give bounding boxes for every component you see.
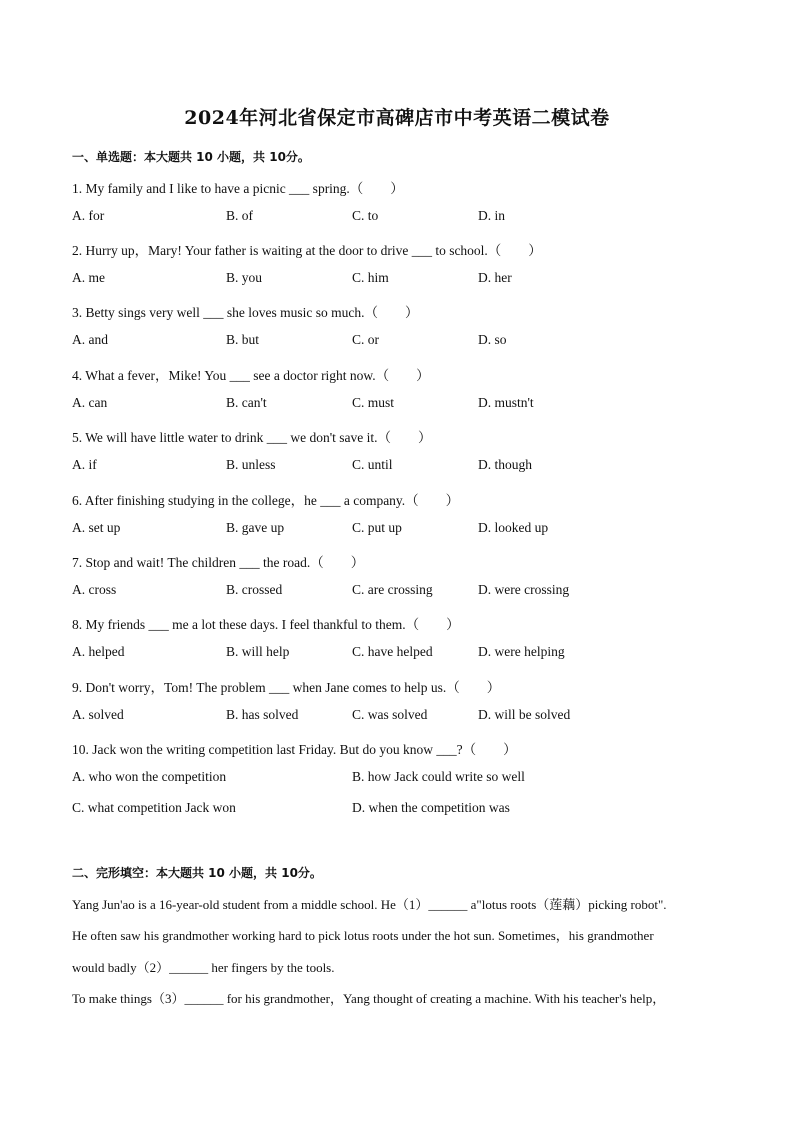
question-stem: 6. After finishing studying in the college，he ___ a company.（ ）	[72, 493, 460, 508]
option-d[interactable]: D. were crossing	[478, 582, 570, 597]
option-d[interactable]: D. so	[478, 332, 507, 347]
option-c[interactable]: C. to	[352, 208, 379, 223]
option-b[interactable]: B. how Jack could write so well	[352, 769, 525, 784]
passage-line: would badly（2）______ her fingers by the tools.	[72, 960, 335, 975]
question-stem: 8. My friends ___ me a lot these days. I feel thankful to them.（ ）	[72, 617, 460, 632]
section-heading-cloze: 二、完形填空：本大题共 10 小题，共 10分。	[72, 866, 322, 880]
option-d[interactable]: D. will be solved	[478, 707, 571, 722]
option-a[interactable]: A. helped	[72, 644, 125, 659]
option-a[interactable]: A. and	[72, 332, 108, 347]
option-d[interactable]: D. in	[478, 208, 505, 223]
passage-line: He often saw his grandmother working hard to pick lotus roots under the hot sun. Sometimes，his grandmother	[72, 928, 654, 943]
option-c[interactable]: C. are crossing	[352, 582, 433, 597]
option-a[interactable]: A. me	[72, 270, 105, 285]
option-a[interactable]: A. set up	[72, 520, 121, 535]
option-c[interactable]: C. him	[352, 270, 389, 285]
option-a[interactable]: A. who won the competition	[72, 769, 227, 784]
option-a[interactable]: A. solved	[72, 707, 124, 722]
option-b[interactable]: B. crossed	[226, 582, 283, 597]
question-stem: 9. Don't worry，Tom! The problem ___ when Jane comes to help us.（ ）	[72, 680, 501, 695]
option-a[interactable]: A. for	[72, 208, 105, 223]
option-b[interactable]: B. you	[226, 270, 263, 285]
option-d[interactable]: D. when the competition was	[352, 800, 510, 815]
section-heading-single-choice: 一、单选题：本大题共 10 小题，共 10分。	[72, 150, 310, 164]
question-stem: 2. Hurry up，Mary! Your father is waiting at the door to drive ___ to school.（ ）	[72, 243, 542, 258]
passage-line: To make things（3）______ for his grandmother，Yang thought of creating a machine. With his teacher's help，	[72, 991, 666, 1006]
passage-line: Yang Jun'ao is a 16-year-old student from a middle school. He（1）______ a"lotus roots（莲藕）picking robot".	[72, 897, 667, 912]
option-c[interactable]: C. put up	[352, 520, 402, 535]
option-b[interactable]: B. gave up	[226, 520, 285, 535]
option-d[interactable]: D. though	[478, 457, 532, 472]
option-a[interactable]: A. if	[72, 457, 97, 472]
question-stem: 1. My family and I like to have a picnic ___ spring.（ ）	[72, 181, 404, 196]
option-d[interactable]: D. mustn't	[478, 395, 534, 410]
option-c[interactable]: C. what competition Jack won	[72, 800, 236, 815]
option-a[interactable]: A. can	[72, 395, 108, 410]
question-stem: 5. We will have little water to drink ___ we don't save it.（ ）	[72, 430, 432, 445]
option-c[interactable]: C. must	[352, 395, 395, 410]
option-b[interactable]: B. of	[226, 208, 253, 223]
option-c[interactable]: C. or	[352, 332, 379, 347]
option-c[interactable]: C. until	[352, 457, 393, 472]
option-b[interactable]: B. can't	[226, 395, 267, 410]
question-stem: 4. What a fever，Mike! You ___ see a doctor right now.（ ）	[72, 368, 430, 383]
question-stem: 7. Stop and wait! The children ___ the road.（ ）	[72, 555, 365, 570]
option-d[interactable]: D. looked up	[478, 520, 549, 535]
option-d[interactable]: D. her	[478, 270, 512, 285]
question-stem: 3. Betty sings very well ___ she loves music so much.（ ）	[72, 305, 419, 320]
page-title: 2024年河北省保定市高碑店市中考英语二模试卷	[184, 107, 610, 129]
option-b[interactable]: B. but	[226, 332, 260, 347]
option-b[interactable]: B. has solved	[226, 707, 299, 722]
option-c[interactable]: C. have helped	[352, 644, 433, 659]
option-c[interactable]: C. was solved	[352, 707, 428, 722]
option-d[interactable]: D. were helping	[478, 644, 565, 659]
option-b[interactable]: B. will help	[226, 644, 290, 659]
option-a[interactable]: A. cross	[72, 582, 117, 597]
question-stem: 10. Jack won the writing competition last Friday. But do you know ___?（ ）	[72, 742, 517, 757]
option-b[interactable]: B. unless	[226, 457, 276, 472]
